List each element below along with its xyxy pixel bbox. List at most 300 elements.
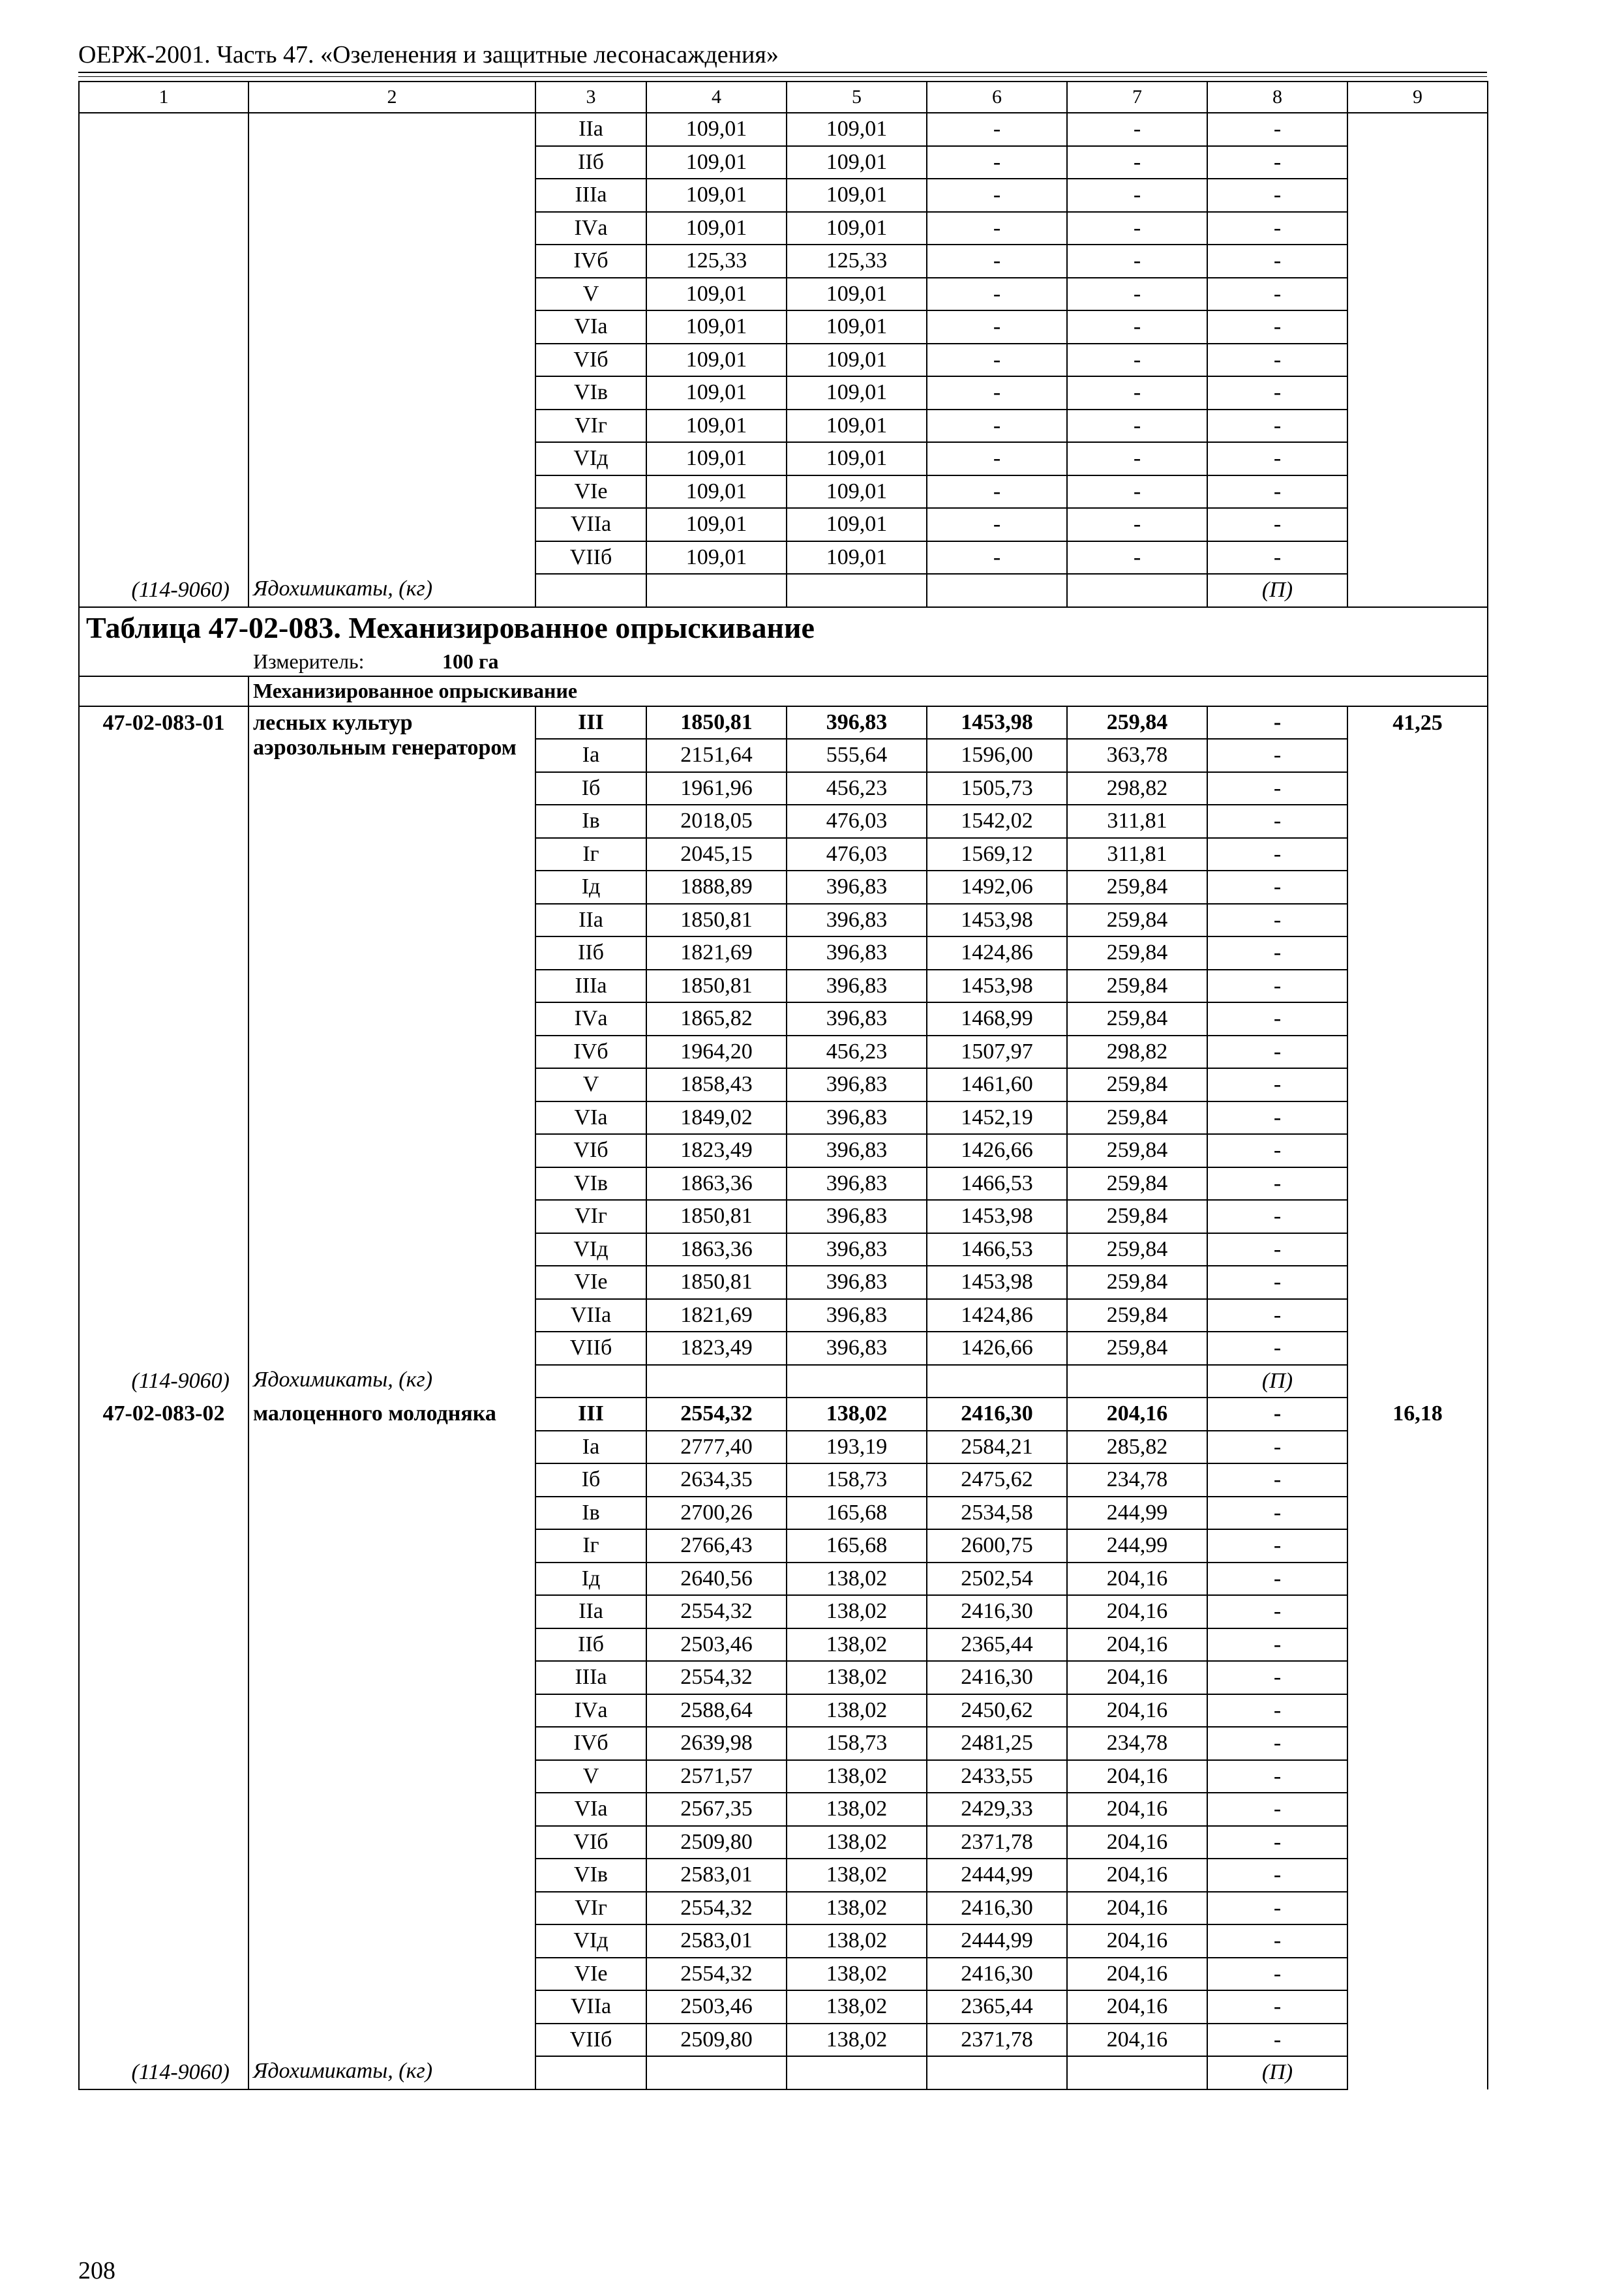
empty-cell [787, 574, 927, 607]
item-code: 47-02-083-02 [79, 1398, 248, 2056]
resource-code: (114-9060) [79, 1365, 248, 1398]
value-cell: - [1207, 1892, 1347, 1925]
value-cell: - [1207, 376, 1347, 410]
value-cell: 396,83 [787, 1332, 927, 1365]
value-cell: - [927, 475, 1067, 509]
zone-cell: VIIа [535, 1990, 646, 2024]
value-cell: - [1207, 1694, 1347, 1728]
value-cell: 1424,86 [927, 1299, 1067, 1332]
zone-cell: VIв [535, 1859, 646, 1892]
value-cell: 311,81 [1067, 805, 1207, 838]
value-cell: - [1067, 310, 1207, 344]
value-cell: 204,16 [1067, 1595, 1207, 1628]
zone-cell: VIа [535, 310, 646, 344]
value-cell: 456,23 [787, 772, 927, 805]
value-cell: 1453,98 [927, 1266, 1067, 1299]
value-cell: - [1207, 1924, 1347, 1958]
value-cell: 2416,30 [927, 1892, 1067, 1925]
col9-value: 16,18 [1347, 1398, 1488, 2089]
value-cell: 109,01 [646, 410, 787, 443]
value-cell: 285,82 [1067, 1431, 1207, 1464]
value-cell: 396,83 [787, 1299, 927, 1332]
value-cell: 2588,64 [646, 1694, 787, 1728]
zone-cell: Iб [535, 772, 646, 805]
value-cell: 138,02 [787, 1694, 927, 1728]
value-cell: - [1207, 1529, 1347, 1563]
zone-cell: VIд [535, 442, 646, 475]
resource-mark: (П) [1207, 1365, 1347, 1398]
value-cell: 138,02 [787, 1628, 927, 1662]
value-cell: - [1207, 1233, 1347, 1266]
value-cell: 125,33 [787, 245, 927, 278]
empty-cell [646, 574, 787, 607]
page-number: 208 [78, 2257, 115, 2284]
value-cell: 138,02 [787, 1826, 927, 1859]
zone-cell: VIе [535, 475, 646, 509]
value-cell: 363,78 [1067, 739, 1207, 772]
column-number: 1 [79, 82, 248, 113]
value-cell: 2416,30 [927, 1398, 1067, 1431]
value-cell: - [1207, 442, 1347, 475]
value-cell: - [1067, 410, 1207, 443]
zone-cell: IIIа [535, 1661, 646, 1694]
value-cell: - [1067, 475, 1207, 509]
value-cell: 259,84 [1067, 936, 1207, 970]
value-cell: 244,99 [1067, 1529, 1207, 1563]
value-cell: 109,01 [646, 344, 787, 377]
zone-cell: IVа [535, 1694, 646, 1728]
zone-cell: Iа [535, 739, 646, 772]
empty-cell [1067, 1365, 1207, 1398]
zone-cell: Iд [535, 1563, 646, 1596]
section-spacer [79, 676, 248, 706]
value-cell: 396,83 [787, 904, 927, 937]
value-cell: - [1067, 442, 1207, 475]
value-cell: 1453,98 [927, 706, 1067, 740]
zone-cell: V [535, 1760, 646, 1793]
value-cell: - [1207, 1167, 1347, 1201]
value-cell: 1850,81 [646, 1266, 787, 1299]
value-cell: 1507,97 [927, 1036, 1067, 1069]
column-number-row [79, 82, 1488, 113]
value-cell: 476,03 [787, 838, 927, 871]
value-cell: 2766,43 [646, 1529, 787, 1563]
value-cell: - [1207, 1628, 1347, 1662]
value-cell: - [1207, 838, 1347, 871]
value-cell: - [1207, 1002, 1347, 1036]
value-cell: 1850,81 [646, 970, 787, 1003]
value-cell: 396,83 [787, 1266, 927, 1299]
column-number: 7 [1067, 82, 1207, 113]
value-cell: 2600,75 [927, 1529, 1067, 1563]
value-cell: 396,83 [787, 970, 927, 1003]
value-cell: 2634,35 [646, 1463, 787, 1497]
empty-cell [927, 1365, 1067, 1398]
value-cell: 204,16 [1067, 1563, 1207, 1596]
value-cell: 2584,21 [927, 1431, 1067, 1464]
value-cell: 2416,30 [927, 1958, 1067, 1991]
value-cell: - [1207, 970, 1347, 1003]
value-cell: 138,02 [787, 1595, 927, 1628]
value-cell: 109,01 [646, 475, 787, 509]
value-cell: 396,83 [787, 1167, 927, 1201]
zone-cell: IIа [535, 1595, 646, 1628]
value-cell: 259,84 [1067, 706, 1207, 740]
value-cell: 2509,80 [646, 1826, 787, 1859]
value-cell: 396,83 [787, 1101, 927, 1135]
value-cell: 1466,53 [927, 1233, 1067, 1266]
value-cell: 109,01 [787, 212, 927, 245]
value-cell: - [1067, 179, 1207, 212]
value-cell: 2444,99 [927, 1924, 1067, 1958]
value-cell: - [1207, 1859, 1347, 1892]
value-cell: - [1207, 1595, 1347, 1628]
value-cell: - [1207, 212, 1347, 245]
zone-cell: Iг [535, 1529, 646, 1563]
zone-cell: IVа [535, 1002, 646, 1036]
item-name [248, 113, 535, 574]
zone-cell: VIб [535, 1134, 646, 1167]
value-cell: 2534,58 [927, 1497, 1067, 1530]
value-cell: 2567,35 [646, 1793, 787, 1826]
value-cell: - [1207, 278, 1347, 311]
value-cell: - [927, 376, 1067, 410]
measure-cell [79, 648, 1488, 676]
empty-cell [787, 1365, 927, 1398]
value-cell: 109,01 [646, 508, 787, 541]
zone-cell: IVб [535, 1036, 646, 1069]
value-cell: - [1207, 739, 1347, 772]
value-cell: 244,99 [1067, 1497, 1207, 1530]
zone-cell: Iг [535, 838, 646, 871]
zone-cell: VIIб [535, 541, 646, 575]
value-cell: 298,82 [1067, 1036, 1207, 1069]
value-cell: 1821,69 [646, 936, 787, 970]
zone-cell: IIа [535, 113, 646, 146]
header-rule-thin [78, 76, 1487, 77]
value-cell: 1823,49 [646, 1134, 787, 1167]
value-cell: 2481,25 [927, 1727, 1067, 1760]
table-title-row [79, 607, 1488, 648]
value-cell: 259,84 [1067, 871, 1207, 904]
value-cell: 259,84 [1067, 970, 1207, 1003]
value-cell: 396,83 [787, 936, 927, 970]
value-cell: 2365,44 [927, 1628, 1067, 1662]
value-cell: 204,16 [1067, 2024, 1207, 2057]
value-cell: - [1207, 344, 1347, 377]
value-cell: 204,16 [1067, 1398, 1207, 1431]
value-cell: 1823,49 [646, 1332, 787, 1365]
zone-cell: IIа [535, 904, 646, 937]
value-cell: 109,01 [787, 278, 927, 311]
value-cell: - [1207, 1990, 1347, 2024]
value-cell: 109,01 [787, 179, 927, 212]
value-cell: 259,84 [1067, 904, 1207, 937]
value-cell: 109,01 [787, 113, 927, 146]
value-cell: 138,02 [787, 1398, 927, 1431]
value-cell: 1453,98 [927, 970, 1067, 1003]
value-cell: 109,01 [787, 344, 927, 377]
value-cell: - [927, 508, 1067, 541]
resource-code: (114-9060) [79, 2056, 248, 2089]
resource-name: Ядохимикаты, (кг) [248, 1365, 535, 1398]
measure-value: 100 га [442, 649, 499, 673]
value-cell: 204,16 [1067, 1826, 1207, 1859]
value-cell: 2475,62 [927, 1463, 1067, 1497]
value-cell: 1863,36 [646, 1233, 787, 1266]
zone-cell: VIд [535, 1924, 646, 1958]
zone-cell: Iв [535, 805, 646, 838]
value-cell: 2503,46 [646, 1990, 787, 2024]
table-row [79, 1398, 1488, 1431]
value-cell: 396,83 [787, 706, 927, 740]
value-cell: 1858,43 [646, 1068, 787, 1101]
value-cell: 2583,01 [646, 1859, 787, 1892]
value-cell: 2416,30 [927, 1661, 1067, 1694]
resource-row [79, 574, 1488, 607]
value-cell: 234,78 [1067, 1463, 1207, 1497]
zone-cell: IIIа [535, 179, 646, 212]
empty-cell [646, 1365, 787, 1398]
value-cell: 259,84 [1067, 1002, 1207, 1036]
table-row [79, 113, 1488, 146]
value-cell: - [1207, 1727, 1347, 1760]
empty-cell [927, 574, 1067, 607]
value-cell: 109,01 [646, 376, 787, 410]
value-cell: - [1207, 1431, 1347, 1464]
value-cell: 2450,62 [927, 1694, 1067, 1728]
zone-cell: VIб [535, 1826, 646, 1859]
empty-cell [535, 1365, 646, 1398]
value-cell: 2416,30 [927, 1595, 1067, 1628]
zone-cell: Iв [535, 1497, 646, 1530]
value-cell: 204,16 [1067, 1793, 1207, 1826]
zone-cell: IVб [535, 245, 646, 278]
value-cell: - [1067, 541, 1207, 575]
value-cell: 2639,98 [646, 1727, 787, 1760]
zone-cell: Iа [535, 1431, 646, 1464]
item-code [79, 113, 248, 574]
value-cell: 109,01 [787, 442, 927, 475]
value-cell: - [1207, 475, 1347, 509]
value-cell: 2503,46 [646, 1628, 787, 1662]
zone-cell: IVб [535, 1727, 646, 1760]
value-cell: 1542,02 [927, 805, 1067, 838]
value-cell: 1849,02 [646, 1101, 787, 1135]
resource-mark: (П) [1207, 2056, 1347, 2089]
zone-cell: Iд [535, 871, 646, 904]
value-cell: 1453,98 [927, 904, 1067, 937]
value-cell: - [927, 245, 1067, 278]
value-cell: - [927, 179, 1067, 212]
value-cell: 204,16 [1067, 1892, 1207, 1925]
zone-cell: III [535, 706, 646, 740]
value-cell: - [927, 541, 1067, 575]
value-cell: - [1067, 508, 1207, 541]
value-cell: - [1207, 146, 1347, 179]
zone-cell: V [535, 278, 646, 311]
value-cell: 2429,33 [927, 1793, 1067, 1826]
value-cell: 109,01 [787, 475, 927, 509]
empty-cell [1067, 2056, 1207, 2089]
value-cell: 109,01 [646, 310, 787, 344]
empty-cell [535, 2056, 646, 2089]
value-cell: 2571,57 [646, 1760, 787, 1793]
value-cell: 109,01 [787, 310, 927, 344]
value-cell: 2554,32 [646, 1398, 787, 1431]
value-cell: 396,83 [787, 871, 927, 904]
value-cell: - [1207, 179, 1347, 212]
value-cell: 165,68 [787, 1529, 927, 1563]
empty-cell [787, 2056, 927, 2089]
value-cell: 1505,73 [927, 772, 1067, 805]
value-cell: - [1207, 541, 1347, 575]
value-cell: - [1207, 1661, 1347, 1694]
value-cell: 2509,80 [646, 2024, 787, 2057]
value-cell: - [1067, 113, 1207, 146]
value-cell: 2371,78 [927, 1826, 1067, 1859]
value-cell: - [1207, 1134, 1347, 1167]
resource-mark: (П) [1207, 574, 1347, 607]
value-cell: - [1207, 113, 1347, 146]
column-number: 6 [927, 82, 1067, 113]
value-cell: - [1207, 1826, 1347, 1859]
zone-cell: III [535, 1398, 646, 1431]
zone-cell: VIа [535, 1793, 646, 1826]
value-cell: 2554,32 [646, 1661, 787, 1694]
value-cell: - [1207, 1760, 1347, 1793]
value-cell: 259,84 [1067, 1299, 1207, 1332]
value-cell: 109,01 [787, 508, 927, 541]
value-cell: 2554,32 [646, 1958, 787, 1991]
value-cell: 138,02 [787, 1958, 927, 1991]
value-cell: - [1207, 1497, 1347, 1530]
zone-cell: VIг [535, 1892, 646, 1925]
rates-table [78, 81, 1488, 2090]
value-cell: 1468,99 [927, 1002, 1067, 1036]
value-cell: 138,02 [787, 1859, 927, 1892]
zone-cell: VIIа [535, 1299, 646, 1332]
value-cell: 109,01 [787, 541, 927, 575]
value-cell: 1821,69 [646, 1299, 787, 1332]
value-cell: 476,03 [787, 805, 927, 838]
value-cell: 204,16 [1067, 1990, 1207, 2024]
value-cell: - [1207, 245, 1347, 278]
value-cell: 204,16 [1067, 1924, 1207, 1958]
value-cell: 138,02 [787, 1760, 927, 1793]
value-cell: 109,01 [646, 278, 787, 311]
value-cell: 259,84 [1067, 1233, 1207, 1266]
zone-cell: VIIа [535, 508, 646, 541]
section-row [79, 676, 1488, 706]
value-cell: - [1207, 706, 1347, 740]
value-cell: 204,16 [1067, 1628, 1207, 1662]
value-cell: - [1067, 344, 1207, 377]
value-cell: 456,23 [787, 1036, 927, 1069]
item-name: малоценного молодняка [248, 1398, 535, 2056]
value-cell: 2045,15 [646, 838, 787, 871]
col9-value [1347, 113, 1488, 607]
value-cell: 1424,86 [927, 936, 1067, 970]
value-cell: 1453,98 [927, 1200, 1067, 1233]
value-cell: - [1207, 1036, 1347, 1069]
value-cell: 109,01 [787, 376, 927, 410]
zone-cell: VIIб [535, 2024, 646, 2057]
value-cell: 1850,81 [646, 706, 787, 740]
value-cell: 165,68 [787, 1497, 927, 1530]
zone-cell: IIб [535, 936, 646, 970]
col9-value: 41,25 [1347, 706, 1488, 1398]
value-cell: 158,73 [787, 1727, 927, 1760]
zone-cell: VIе [535, 1958, 646, 1991]
value-cell: 259,84 [1067, 1332, 1207, 1365]
value-cell: 204,16 [1067, 1958, 1207, 1991]
value-cell: - [1207, 1266, 1347, 1299]
table-row [79, 706, 1488, 740]
value-cell: 1466,53 [927, 1167, 1067, 1201]
column-number: 5 [787, 82, 927, 113]
value-cell: 1850,81 [646, 1200, 787, 1233]
value-cell: - [1207, 904, 1347, 937]
column-number: 8 [1207, 82, 1347, 113]
value-cell: - [927, 410, 1067, 443]
value-cell: - [1207, 1068, 1347, 1101]
value-cell: - [1207, 1200, 1347, 1233]
value-cell: 2018,05 [646, 805, 787, 838]
measure-label: Измеритель: [253, 649, 365, 673]
value-cell: 2554,32 [646, 1892, 787, 1925]
zone-cell: IIб [535, 146, 646, 179]
header-rule [78, 72, 1487, 73]
zone-cell: Iб [535, 1463, 646, 1497]
value-cell: - [1207, 1101, 1347, 1135]
value-cell: 1596,00 [927, 739, 1067, 772]
value-cell: - [1207, 871, 1347, 904]
value-cell: - [927, 278, 1067, 311]
empty-cell [646, 2056, 787, 2089]
value-cell: 259,84 [1067, 1101, 1207, 1135]
value-cell: 138,02 [787, 1990, 927, 2024]
value-cell: 1461,60 [927, 1068, 1067, 1101]
zone-cell: VIб [535, 344, 646, 377]
item-code: 47-02-083-01 [79, 706, 248, 1365]
column-number: 2 [248, 82, 535, 113]
value-cell: 2583,01 [646, 1924, 787, 1958]
empty-cell [535, 574, 646, 607]
value-cell: 2444,99 [927, 1859, 1067, 1892]
value-cell: 311,81 [1067, 838, 1207, 871]
value-cell: 259,84 [1067, 1167, 1207, 1201]
value-cell: 193,19 [787, 1431, 927, 1464]
value-cell: 109,01 [787, 146, 927, 179]
value-cell: 234,78 [1067, 1727, 1207, 1760]
value-cell: - [1207, 508, 1347, 541]
value-cell: - [1207, 805, 1347, 838]
value-cell: 158,73 [787, 1463, 927, 1497]
zone-cell: V [535, 1068, 646, 1101]
value-cell: 138,02 [787, 1924, 927, 1958]
value-cell: 138,02 [787, 1661, 927, 1694]
value-cell: 125,33 [646, 245, 787, 278]
zone-cell: IIб [535, 1628, 646, 1662]
zone-cell: VIв [535, 376, 646, 410]
value-cell: 2777,40 [646, 1431, 787, 1464]
column-number: 3 [535, 82, 646, 113]
resource-row [79, 2056, 1488, 2089]
value-cell: 204,16 [1067, 1661, 1207, 1694]
value-cell: - [1207, 1793, 1347, 1826]
zone-cell: VIг [535, 410, 646, 443]
